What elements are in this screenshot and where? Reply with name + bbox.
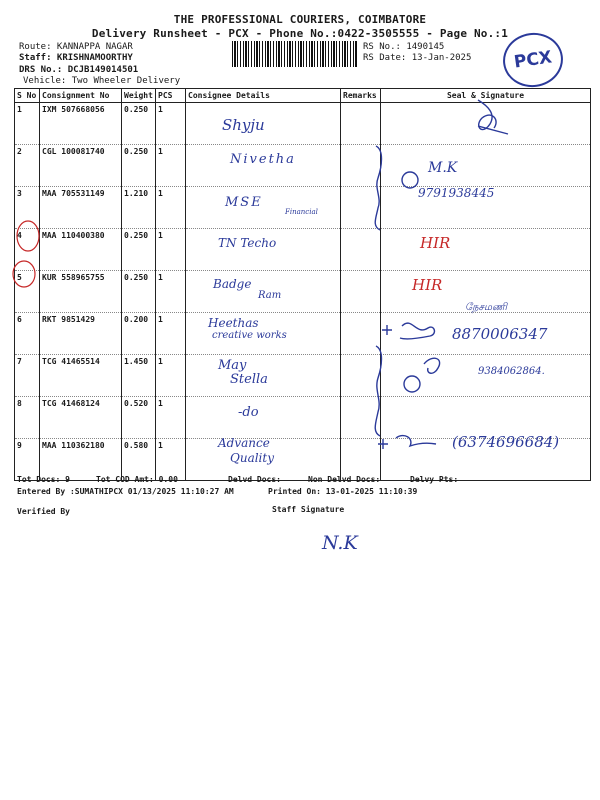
runsheet-subtitle: Delivery Runsheet - PCX - Phone No.:0422-3505555 - Page No.:1 — [91, 27, 509, 40]
entered-by: Entered By :SUMATHIPCX 01/13/2025 11:10:27 AM — [17, 487, 234, 496]
delivery-points: Delvy Pts: — [410, 475, 459, 484]
staff-label: Staff: KRISHNAMOORTHY — [19, 53, 133, 63]
col-seal-signature: Seal & Signature — [381, 89, 591, 103]
total-docs: Tot Docs: 9 — [17, 475, 70, 484]
handwritten-name: Badge — [213, 277, 252, 291]
pcx-stamp: PCX — [500, 29, 567, 91]
cell-sno: 1 — [15, 103, 40, 145]
cell-consignment: RKT 9851429 — [40, 313, 122, 355]
drs-number: DRS No.: DCJB149014501 — [19, 65, 139, 75]
cell-sno: 6 — [15, 313, 40, 355]
verified-by-label: Verified By — [17, 507, 70, 516]
handwritten-remark: HIR — [412, 276, 443, 294]
cell-consignment: KUR 558965755 — [40, 271, 122, 313]
cell-weight: 0.580 — [122, 439, 156, 481]
handwritten-phone: 8870006347 — [452, 325, 548, 343]
handwritten-name: Advance — [218, 436, 270, 450]
cell-consignment: IXM 507668056 — [40, 103, 122, 145]
col-pcs: PCS — [156, 89, 186, 103]
cell-weight: 1.210 — [122, 187, 156, 229]
cell-pcs: 1 — [156, 229, 186, 271]
staff-signature-label: Staff Signature — [272, 505, 345, 514]
cell-weight: 1.450 — [122, 355, 156, 397]
cell-pcs: 1 — [156, 313, 186, 355]
cell-weight: 0.250 — [122, 271, 156, 313]
circled-two — [404, 376, 420, 392]
handwritten-signature: M.K — [428, 160, 458, 176]
non-delivered-docs: Non Delvd Docs: — [308, 475, 381, 484]
cell-consignment: MAA 110362180 — [40, 439, 122, 481]
circled-two — [402, 172, 418, 188]
cell-pcs: 1 — [156, 355, 186, 397]
company-title: THE PROFESSIONAL COURIERS, COIMBATORE — [173, 13, 427, 26]
col-sno: S No — [15, 89, 40, 103]
handwritten-name: -do — [238, 405, 259, 420]
cell-pcs: 1 — [156, 397, 186, 439]
cell-weight: 0.200 — [122, 313, 156, 355]
cell-consignment: TCG 41465514 — [40, 355, 122, 397]
col-consignee: Consignee Details — [186, 89, 341, 103]
cell-sno: 3 — [15, 187, 40, 229]
bracket-mark — [375, 346, 381, 436]
cell-pcs: 1 — [156, 187, 186, 229]
handwritten-name: Shyju — [222, 116, 265, 134]
handwritten-name: Stella — [230, 372, 268, 387]
seal-scribble — [400, 323, 434, 339]
route-label: Route: KANNAPPA NAGAR — [19, 42, 133, 52]
handwritten-name: MSE — [225, 195, 263, 210]
cell-sno: 2 — [15, 145, 40, 187]
col-consignment: Consignment No — [40, 89, 122, 103]
cell-consignment: MAA 110400380 — [40, 229, 122, 271]
cell-sno: 8 — [15, 397, 40, 439]
cell-sno: 9 — [15, 439, 40, 481]
handwritten-phone: 9384062864. — [478, 366, 545, 377]
col-weight: Weight — [122, 89, 156, 103]
total-cod: Tot COD Amt: 0.00 — [96, 475, 178, 484]
delivered-docs: Delvd Docs: — [228, 475, 281, 484]
red-circle-mark — [17, 221, 39, 251]
handwritten-phone: (6374696684) — [452, 433, 560, 451]
cell-pcs: 1 — [156, 439, 186, 481]
cell-consignment: MAA 705531149 — [40, 187, 122, 229]
handwritten-phone: 9791938445 — [418, 186, 495, 200]
plus-mark — [378, 439, 388, 449]
cell-weight: 0.250 — [122, 229, 156, 271]
printed-on: Printed On: 13-01-2025 11:10:39 — [268, 487, 418, 496]
plus-mark — [382, 325, 392, 335]
cell-pcs: 1 — [156, 271, 186, 313]
handwritten-name: creative works — [212, 330, 287, 341]
handwritten-name: Quality — [230, 451, 274, 465]
bracket-mark — [375, 146, 381, 230]
handwritten-name: Financial — [285, 208, 318, 216]
handwritten-name: Ram — [258, 290, 282, 301]
cell-sno: 5 — [15, 271, 40, 313]
cell-weight: 0.250 — [122, 103, 156, 145]
handwritten-remark: HIR — [420, 234, 451, 252]
cell-consignment: TCG 41468124 — [40, 397, 122, 439]
handwritten-staff-signature: N.K — [322, 532, 358, 554]
handwritten-name: TN Techo — [218, 236, 277, 250]
cell-consignment: CGL 100081740 — [40, 145, 122, 187]
rs-number: RS No.: 1490145 — [363, 42, 445, 52]
col-remarks: Remarks — [341, 89, 381, 103]
seal-scribble — [478, 100, 508, 134]
handwritten-name: Nivetha — [230, 152, 296, 167]
rs-date: RS Date: 13-Jan-2025 — [363, 53, 472, 63]
handwritten-name: May — [218, 358, 247, 373]
vehicle-label: Vehicle: Two Wheeler Delivery — [23, 76, 181, 86]
cell-sno: 4 — [15, 229, 40, 271]
cell-sno: 7 — [15, 355, 40, 397]
cell-pcs: 1 — [156, 103, 186, 145]
cell-weight: 0.520 — [122, 397, 156, 439]
cell-pcs: 1 — [156, 145, 186, 187]
seal-scribble — [396, 436, 436, 446]
handwritten-signature: நேசமணி — [465, 302, 507, 313]
seal-scribble — [424, 358, 440, 373]
red-circle-mark — [13, 261, 35, 287]
handwritten-name: Heethas — [208, 316, 259, 330]
cell-weight: 0.250 — [122, 145, 156, 187]
